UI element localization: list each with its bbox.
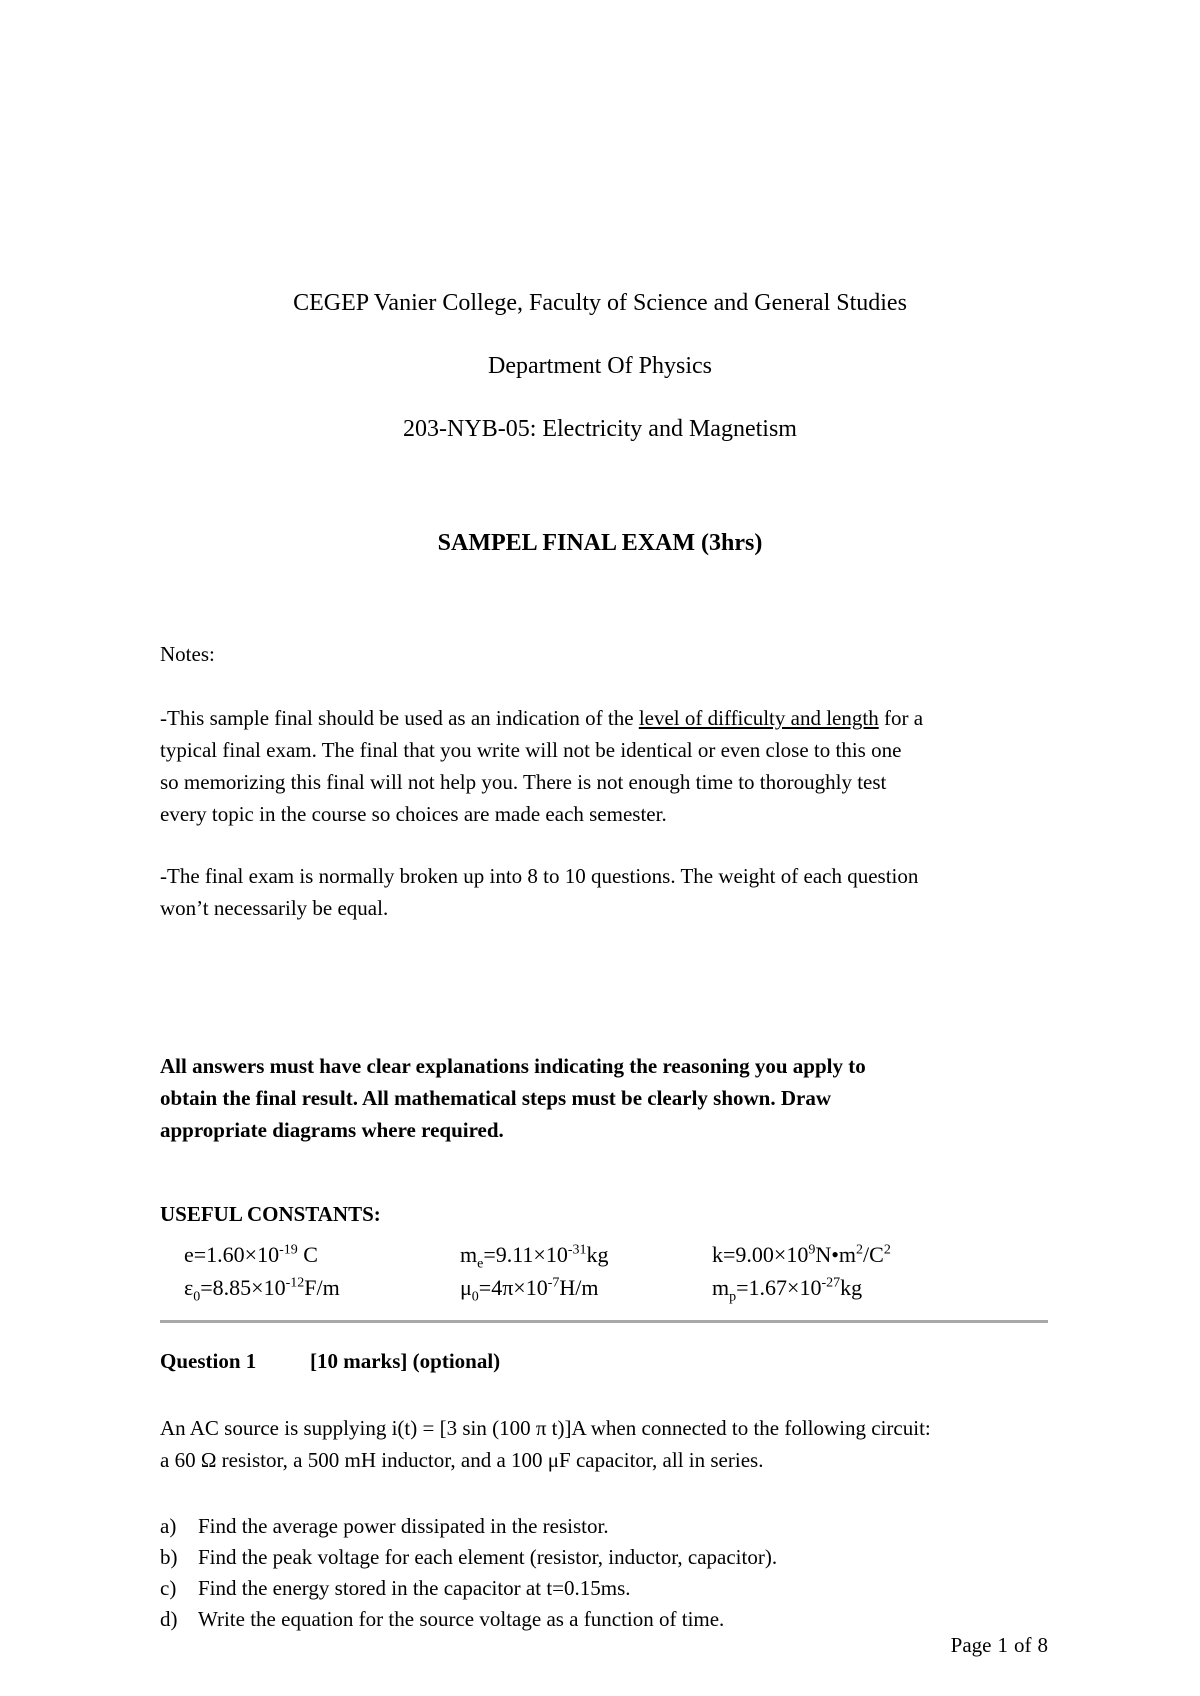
instructions-line3: appropriate diagrams where required. [160,1118,504,1142]
course-line: 203-NYB-05: Electricity and Magnetism [403,416,797,442]
page-total: 8 [1037,1633,1048,1657]
question-1-heading [160,1349,500,1374]
list-item: a) Find the average power dissipated in the resistor. [160,1514,609,1538]
constant-permeability: $\mu_0=4\pi\times 10^{-7}H/m$ [460,1275,599,1305]
department-line: Department Of Physics [488,353,712,379]
notes-p2-line1: -The final exam is normally broken up into 8 to 10 questions. The weight of each question [160,864,919,888]
notes-p2-line2: won’t necessarily be equal. [160,896,389,920]
divider [160,1320,1048,1323]
page-number: 1 [997,1633,1008,1657]
institution-line: CEGEP Vanier College, Faculty of Science and General Studies [293,290,907,316]
notes-p1-line2: typical final exam. The final that you write will not be identical or even close to this one [160,738,902,762]
question-1-title: Question 1 [160,1349,257,1373]
notes-paragraph-1 [160,702,1050,830]
constant-electron-mass: $m_e=9.11\times 10^{-31}kg$ [460,1242,609,1272]
notes-p1-line1: -This sample final should be used as an indication of the level of difficulty and length for a [160,706,924,730]
constants-heading: USEFUL CONSTANTS: [160,1202,381,1226]
list-item: c) Find the energy stored in the capacitor at t=0.15ms. [160,1576,631,1600]
instructions-line1: All answers must have clear explanations indicating the reasoning you apply to [160,1054,866,1078]
underlined-phrase: level of difficulty and length [638,706,879,730]
constant-electron-charge: $e=1.60\times 10^{-19}$ C [184,1242,318,1267]
instructions-line2: obtain the final result. All mathematical steps must be clearly shown. Draw [160,1086,832,1110]
notes-p1-line4: every topic in the course so choices are made each semester. [160,802,667,826]
instructions [160,1050,1050,1146]
question-1-marks: [10 marks] (optional) [310,1349,501,1373]
exam-title: SAMPEL FINAL EXAM (3hrs) [437,530,763,556]
question-1-body [160,1412,1050,1476]
constant-coulomb: $k=9.00\times 10^9N•m^2/C^2$ [712,1242,891,1267]
notes-p1-line3: so memorizing this final will not help you. There is not enough time to thoroughly test [160,770,887,794]
page-footer: Page 1 of 8 [950,1633,1048,1657]
question-1-parts [160,1511,777,1635]
constant-permittivity: $\varepsilon_0=8.85\times 10^{-12}F/m$ [184,1275,340,1305]
notes-paragraph-2 [160,860,1050,924]
question-1-body-line1: An AC source is supplying i(t) = [3 sin (100 π t)]A when connected to the following circuit: [160,1416,931,1440]
list-item: d) Write the equation for the source voltage as a function of time. [160,1607,725,1631]
question-1-body-line2: a 60 Ω resistor, a 500 mH inductor, and a 100 μF capacitor, all in series. [160,1448,764,1472]
list-item: b) Find the peak voltage for each element (resistor, inductor, capacitor). [160,1545,778,1569]
notes-label: Notes: [160,642,215,666]
constant-proton-mass: $m_p=1.67\times 10^{-27}kg$ [712,1275,863,1305]
